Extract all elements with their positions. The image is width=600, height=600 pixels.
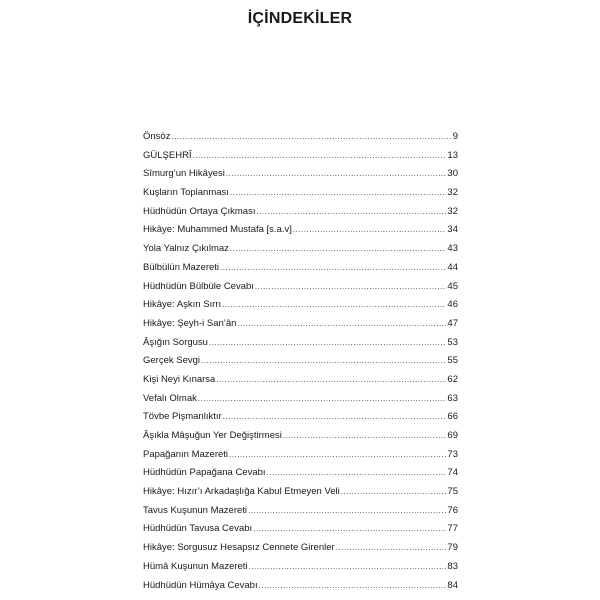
page-title: İÇİNDEKİLER — [247, 10, 353, 27]
toc-entry — [143, 486, 458, 505]
toc-entry — [143, 542, 458, 561]
toc-entry-title: Tavus Kuşunun Mazereti — [143, 504, 248, 516]
toc-entry-page-number: 76 — [447, 504, 458, 516]
toc-entry — [143, 150, 458, 169]
toc-entry — [143, 262, 458, 281]
toc-entry — [143, 561, 458, 580]
toc-entry-title: Kuşların Toplanması — [143, 187, 229, 199]
toc-dot-leader — [267, 468, 447, 477]
toc-entry-page-number: 53 — [447, 336, 458, 348]
toc-entry-page-number: 69 — [447, 430, 458, 441]
toc-dot-leader — [230, 188, 447, 197]
toc-entry-title: Âşığın Sorgusu — [143, 336, 208, 348]
toc-entry-title: GÜLŞEHRÎ — [143, 149, 192, 161]
toc-entry-title: Bülbülün Mazereti — [143, 261, 220, 273]
toc-entry-page-number: 66 — [447, 411, 458, 423]
toc-entry — [143, 505, 458, 524]
toc-dot-leader — [253, 524, 446, 533]
toc-entry-title: Hüdhüdün Tavusa Cevabı — [143, 523, 253, 535]
toc-dot-leader — [230, 244, 447, 253]
toc-dot-leader — [256, 207, 446, 216]
toc-entry-title: Yola Yalnız Çıkılmaz — [143, 243, 229, 255]
toc-dot-leader — [248, 506, 446, 515]
toc-entry-page-number: 75 — [447, 486, 458, 498]
toc-dot-leader — [223, 412, 447, 421]
toc-dot-leader — [209, 338, 446, 347]
toc-dot-leader — [193, 151, 447, 160]
toc-entry — [143, 224, 458, 243]
toc-entry-page-number: 79 — [447, 542, 458, 554]
toc-dot-leader — [171, 132, 451, 141]
toc-entry-title: Sîmurg’un Hikâyesi — [143, 168, 225, 180]
toc-entry-title: Tövbe Pişmanlıktır — [143, 411, 222, 423]
toc-entry-page-number: 9 — [452, 131, 458, 142]
toc-entry-page-number: 32 — [447, 187, 458, 199]
toc-entry-page-number: 44 — [447, 261, 458, 273]
toc-dot-leader — [220, 263, 446, 272]
toc-entry-page-number: 45 — [447, 280, 458, 292]
toc-entry-title: Hikâye: Şeyh-i San’ân — [143, 317, 237, 329]
toc-dot-leader — [341, 487, 447, 496]
toc-dot-leader — [201, 356, 446, 365]
toc-entry-title: Âşıkla Mâşuğun Yer Değiştirmesi — [143, 430, 282, 441]
toc-dot-leader — [216, 375, 446, 384]
toc-entry-page-number: 32 — [447, 205, 458, 217]
toc-entry — [143, 299, 458, 318]
toc-dot-leader — [226, 169, 447, 178]
toc-entry-title: Vefalı Olmak — [143, 392, 197, 404]
toc-entry-page-number: 83 — [447, 560, 458, 572]
toc-entry-title: Hikâye: Hızır’ı Arkadaşlığa Kabul Etmeyen Veli — [143, 486, 340, 498]
toc-entry — [143, 523, 458, 542]
toc-entry-page-number: 73 — [447, 448, 458, 460]
toc-entry-title: Hüdhüdün Ortaya Çıkması — [143, 205, 256, 217]
toc-dot-leader — [237, 319, 446, 328]
toc-entry-page-number: 46 — [447, 299, 458, 311]
toc-dot-leader — [249, 562, 447, 571]
toc-entry-title: Kişi Neyi Kınarsa — [143, 373, 216, 385]
toc-entry-page-number: 55 — [447, 355, 458, 367]
toc-entry-page-number: 34 — [447, 224, 458, 236]
toc-entry — [143, 393, 458, 412]
toc-entry — [143, 187, 458, 206]
toc-entry-page-number: 13 — [447, 149, 458, 161]
toc-entry — [143, 467, 458, 486]
toc-entry — [143, 355, 458, 374]
toc-entry — [143, 243, 458, 262]
toc-dot-leader — [293, 225, 447, 234]
toc-entry-title: Hüdhüdün Bülbüle Cevabı — [143, 280, 254, 292]
toc-entry-title: Hüdhüdün Hümâya Cevabı — [143, 579, 258, 591]
toc-entry-title: Önsöz — [143, 131, 171, 142]
toc-entry-title: Papağanın Mazereti — [143, 448, 229, 460]
toc-entry-title: Hikâye: Aşkın Sırrı — [143, 299, 222, 311]
toc-dot-leader — [222, 300, 446, 309]
toc-dot-leader — [283, 431, 447, 440]
toc-dot-leader — [255, 282, 447, 291]
toc-entry — [143, 580, 458, 599]
toc-entry-title: Hümâ Kuşunun Mazereti — [143, 560, 248, 572]
toc-entry — [143, 411, 458, 430]
toc-entry-page-number: 47 — [447, 317, 458, 329]
toc-entry-page-number: 63 — [447, 392, 458, 404]
toc-entry — [143, 449, 458, 468]
toc-entry-title: Hüdhüdün Papağana Cevabı — [143, 467, 266, 479]
toc-entry — [143, 281, 458, 300]
toc-entry — [143, 206, 458, 225]
toc-dot-leader — [229, 450, 446, 459]
toc-entry-page-number: 84 — [447, 579, 458, 591]
toc-entry-title: Hikâye: Muhammed Mustafa [s.a.v] — [143, 224, 292, 236]
toc-entry-title: Hikâye: Sorgusuz Hesapsız Cennete Girenler — [143, 542, 335, 554]
toc-entry — [143, 168, 458, 187]
toc-entry-page-number: 77 — [447, 523, 458, 535]
toc-entry-page-number: 43 — [447, 243, 458, 255]
toc-entry — [143, 430, 458, 449]
toc-entry-page-number: 30 — [447, 168, 458, 180]
toc-entry — [143, 318, 458, 337]
toc-dot-leader — [198, 394, 447, 403]
toc-dot-leader — [336, 543, 447, 552]
toc-entry-page-number: 74 — [447, 467, 458, 479]
toc-entry — [143, 374, 458, 393]
toc-entry — [143, 337, 458, 356]
toc-entry — [143, 131, 458, 150]
toc-entry-title: Gerçek Sevgi — [143, 355, 201, 367]
table-of-contents — [143, 131, 458, 598]
toc-entry-page-number: 62 — [447, 373, 458, 385]
toc-dot-leader — [259, 581, 447, 590]
